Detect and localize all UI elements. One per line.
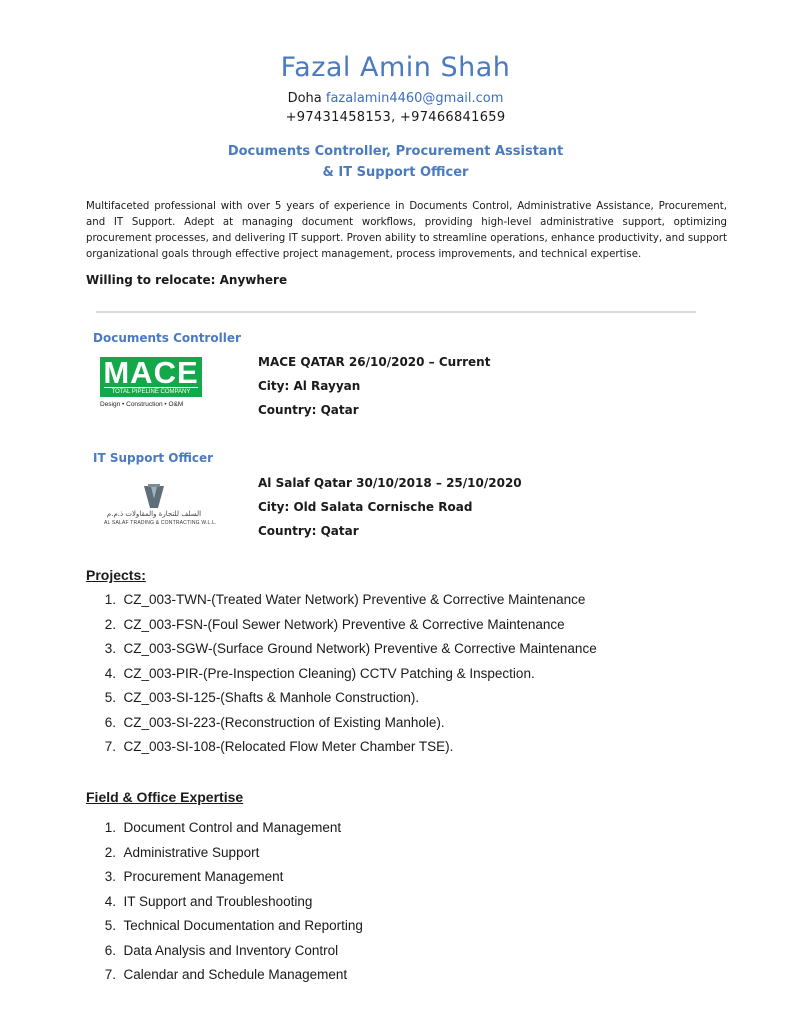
- mace-logo-subtitle: TOTAL PIPELINE COMPANY: [104, 387, 198, 396]
- al-salaf-city-line: City: Old Salata Cornische Road: [258, 500, 473, 514]
- role-title-line-1: Documents Controller, Procurement Assistant: [227, 144, 564, 159]
- list-item: 7. Calendar and Schedule Management: [104, 967, 348, 982]
- projects-list: [86, 588, 597, 760]
- phone-numbers: +97431458153, +97466841659: [285, 110, 506, 125]
- list-item: 6. Data Analysis and Inventory Control: [104, 942, 339, 958]
- list-item: 3. Procurement Management: [104, 869, 284, 884]
- mace-logo: [100, 357, 204, 409]
- expertise-heading: Field & Office Expertise: [86, 789, 244, 805]
- relocation-statement: Willing to relocate: Anywhere: [86, 273, 288, 287]
- role-title-line-2: & IT Support Officer: [322, 165, 469, 180]
- experience-title-documents-controller: Documents Controller: [93, 331, 241, 345]
- mace-company-line: MACE QATAR 26/10/2020 – Current: [258, 355, 491, 369]
- projects-heading: Projects:: [86, 567, 146, 583]
- email-link[interactable]: fazalamin4460@gmail.com: [325, 91, 504, 106]
- list-item: 2. Administrative Support: [104, 844, 260, 860]
- mace-city-line: City: Al Rayyan: [258, 379, 361, 393]
- mace-logo-word: MACE: [103, 355, 199, 390]
- contact-line: [0, 91, 791, 106]
- list-item: 1. CZ_003-TWN-(Treated Water Network) Preventive & Corrective Maintenance: [104, 592, 586, 607]
- list-item: 4. IT Support and Troubleshooting: [104, 893, 313, 909]
- al-salaf-logo: [104, 484, 217, 530]
- list-item: 6. CZ_003-SI-223-(Reconstruction of Existing Manhole).: [104, 714, 445, 730]
- al-salaf-logo-arabic: السلف للتجارة والمقاولات ذ.م.م: [106, 510, 202, 518]
- city: Doha: [287, 91, 322, 106]
- experience-title-it-support: IT Support Officer: [93, 451, 214, 465]
- al-salaf-company-line: Al Salaf Qatar 30/10/2018 – 25/10/2020: [258, 476, 522, 490]
- list-item: 3. CZ_003-SGW-(Surface Ground Network) Preventive & Corrective Maintenance: [104, 641, 597, 656]
- professional-summary: Multifaceted professional with over 5 years of experience in Documents Control, Administrative Assistance, Procurement, and IT Support. Adept at managing document workflows, providing high-level administrative support, optimizing procurement processes, and delivering IT support. Proven ability to streamline operations, enhance productivity, and support organizational goals through effective project management, process improvements, and technical expertise.: [86, 201, 727, 260]
- section-divider: [96, 311, 696, 313]
- list-item: 5. Technical Documentation and Reporting: [104, 918, 363, 933]
- al-salaf-logo-english: AL SALAF TRADING & CONTRACTING W.L.L.: [104, 520, 217, 526]
- list-item: 2. CZ_003-FSN-(Foul Sewer Network) Preventive & Corrective Maintenance: [104, 616, 565, 632]
- mace-logo-tagline: Design • Construction • O&M: [100, 401, 184, 408]
- al-salaf-country-line: Country: Qatar: [258, 524, 359, 538]
- list-item: 5. CZ_003-SI-125-(Shafts & Manhole Construction).: [104, 690, 420, 705]
- mace-country-line: Country: Qatar: [258, 403, 359, 417]
- expertise-list: [86, 816, 363, 988]
- list-item: 1. Document Control and Management: [104, 820, 342, 835]
- candidate-name: Fazal Amin Shah: [280, 52, 511, 83]
- al-salaf-emblem-icon: [104, 484, 204, 510]
- list-item: 4. CZ_003-PIR-(Pre-Inspection Cleaning) CCTV Patching & Inspection.: [104, 665, 535, 681]
- list-item: 7. CZ_003-SI-108-(Relocated Flow Meter Chamber TSE).: [104, 739, 454, 754]
